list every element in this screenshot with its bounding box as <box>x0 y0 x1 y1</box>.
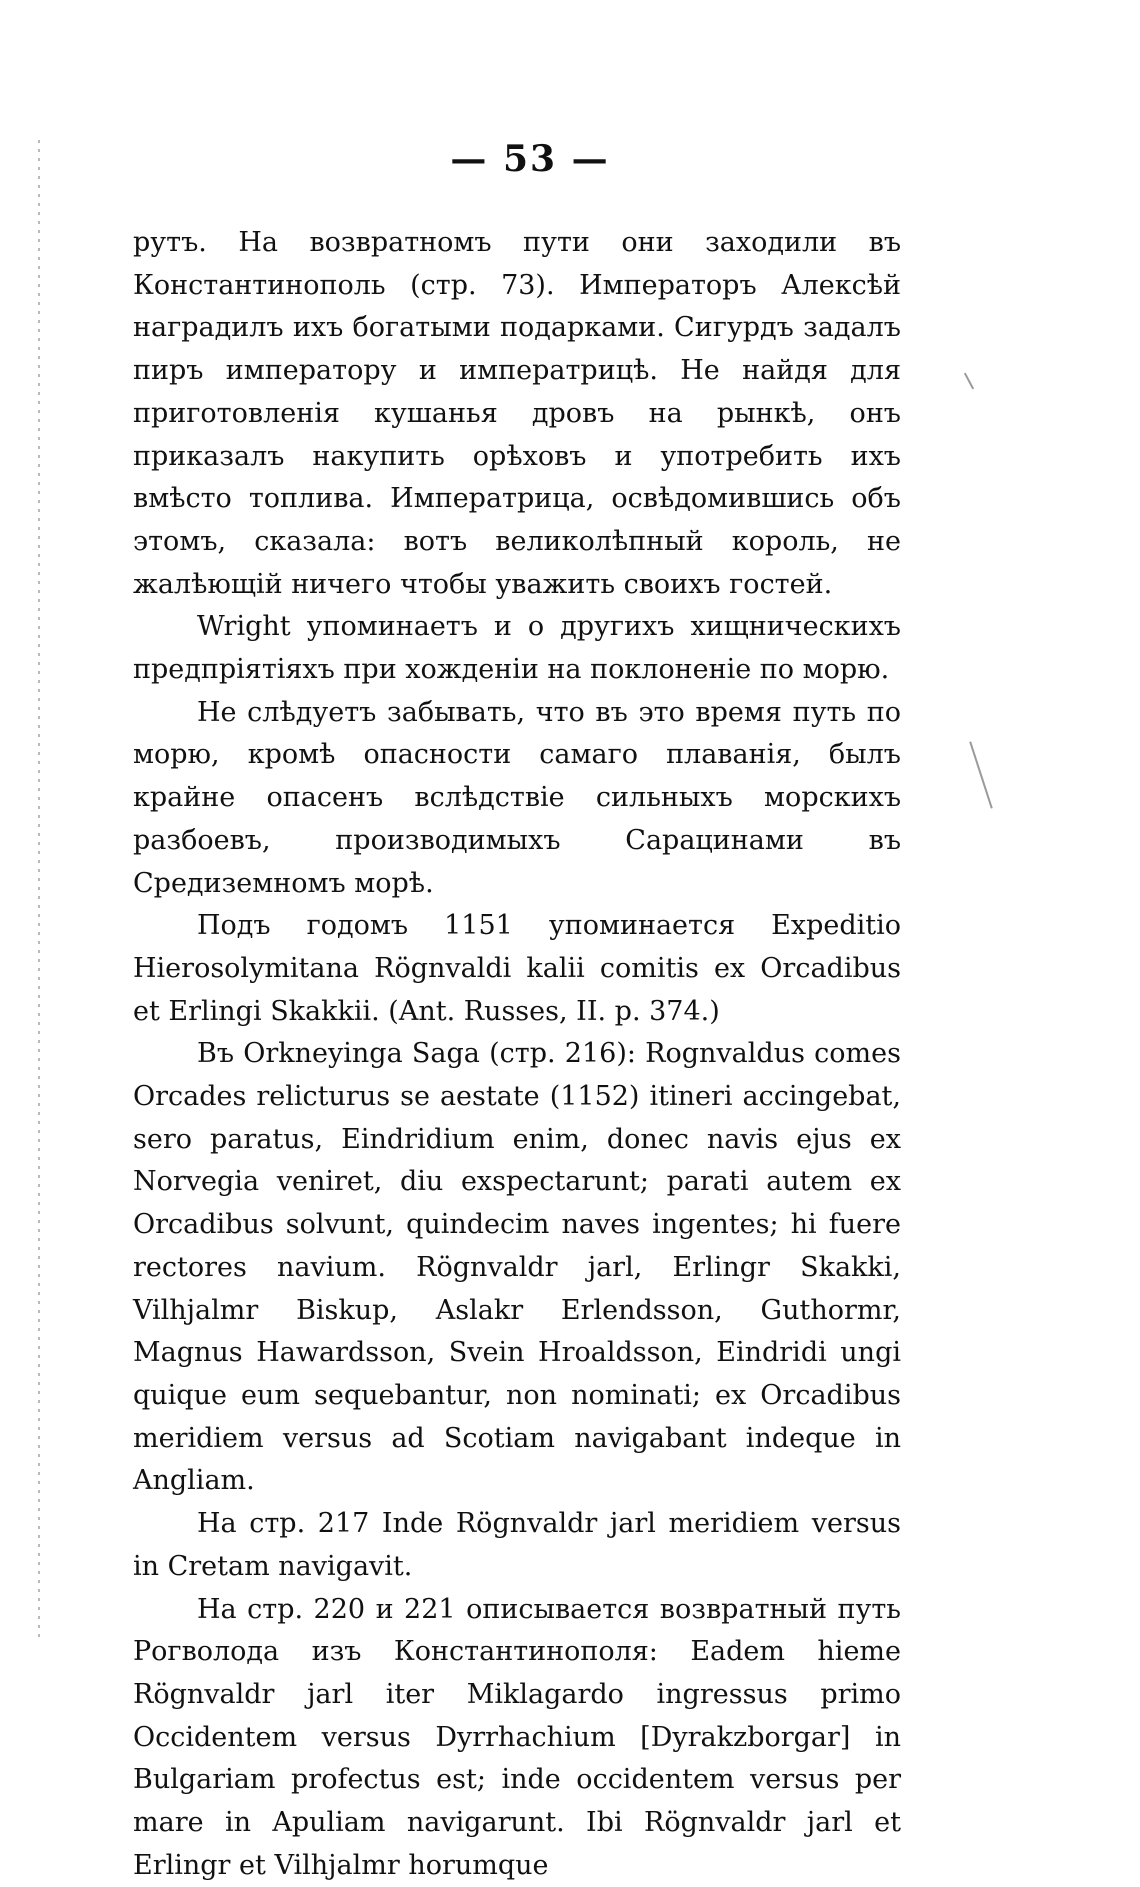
scan-margin-mark <box>38 140 40 1640</box>
paragraph: Въ Orkneyinga Saga (стр. 216): Rognvaldus comes Orcades relicturus se aestate (1152) itineri accingebat, sero paratus, Eindridium enim, donec navis ejus ex Norvegia veniret, diu exspectarunt; parati autem ex Orcadibus solvunt, quindecim naves ingentes; hi fuere rectores navium. Rögnvaldr jarl, Erlingr Skakki, Vilhjalmr Biskup, Aslakr Erlendsson, Guthormr, Magnus Hawardsson, Svein Hroaldsson, Eindridi ungi quique eum sequebantur, non nominati; ex Orcadibus meridiem versus ad Scotiam navigabant indeque in Angliam. <box>133 1033 901 1503</box>
paragraph: Подъ годомъ 1151 упоминается Expeditio Hierosolymitana Rögnvaldi kalii comitis ex Orcadibus et Erlingi Skakkii. (Ant. Russes, II. p. 374.) <box>133 905 901 1033</box>
paragraph: Wright упоминаетъ и о другихъ хищническихъ предпріятіяхъ при хожденіи на поклоненіе по морю. <box>133 606 901 691</box>
paragraph: На стр. 217 Inde Rögnvaldr jarl meridiem versus in Cretam navigavit. <box>133 1503 901 1588</box>
paragraph: рутъ. На возвратномъ пути они заходили въ Константинополь (стр. 73). Императоръ Алексѣй наградилъ ихъ богатыми подарками. Сигурдъ задалъ пиръ императору и императрицѣ. Не найдя для приготовленія кушанья дровъ на рынкѣ, онъ приказалъ накупить орѣховъ и употребить ихъ вмѣсто топлива. Императрица, освѣдомившись объ этомъ, сказала: вотъ великолѣпный король, не жалѣющій ничего чтобы уважить своихъ гостей. <box>133 222 901 606</box>
paragraph: Не слѣдуетъ забывать, что въ это время путь по морю, кромѣ опасности самаго плаванія, былъ крайне опасенъ вслѣдствіе сильныхъ морскихъ разбоевъ, производимыхъ Сарацинами въ Средиземномъ морѣ. <box>133 692 901 906</box>
paragraph: На стр. 220 и 221 описывается возвратный путь Рогволода изъ Константинополя: Eadem hieme Rögnvaldr jarl iter Miklagardo ingressus primo Occidentem versus Dyrrhachium [Dyrakzborgar] in Bulgariam profectus est; inde occidentem versus per mare in Apuliam navigarunt. Ibi Rögnvaldr jarl et Erlingr et Vilhjalmr horumque <box>133 1589 901 1887</box>
scan-mark <box>964 373 974 390</box>
scan-mark <box>969 741 993 808</box>
page-number: — 53 — <box>0 138 1060 180</box>
page-body <box>133 222 901 1887</box>
